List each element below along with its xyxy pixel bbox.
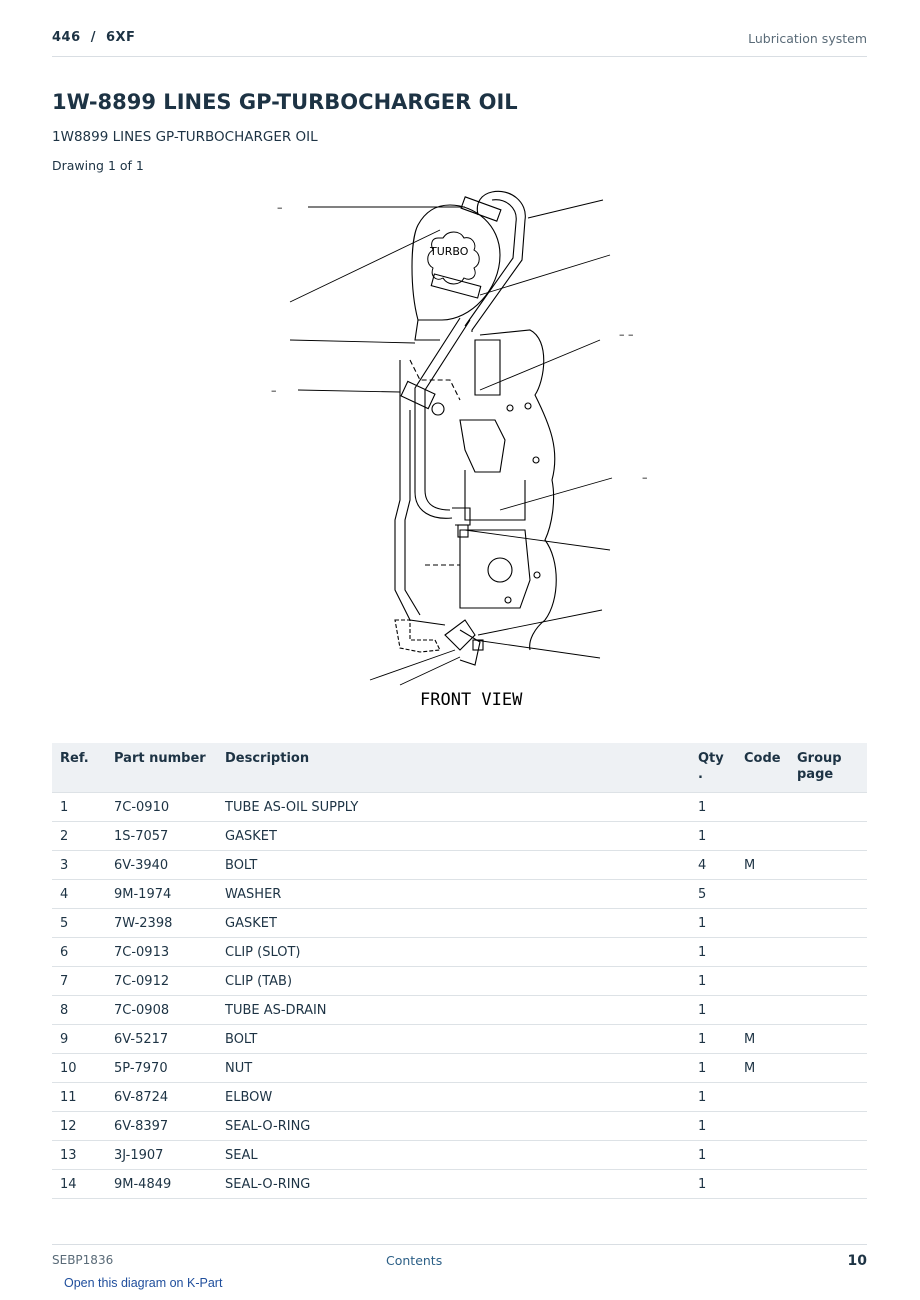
page-subtitle: 1W8899 LINES GP-TURBOCHARGER OIL [52, 129, 318, 145]
page-number: 10 [847, 1253, 867, 1269]
parts-table-body [52, 793, 867, 1199]
cell-ref: 14 [52, 1170, 106, 1199]
cell-group-page [789, 1141, 867, 1170]
cell-description: TUBE AS-OIL SUPPLY [217, 793, 690, 822]
cell-part-number: 7C-0912 [106, 967, 217, 996]
cell-code [736, 1141, 789, 1170]
table-row [52, 1054, 867, 1083]
cell-ref: 9 [52, 1025, 106, 1054]
cell-ref: 1 [52, 793, 106, 822]
table-row [52, 1025, 867, 1054]
cell-group-page [789, 1025, 867, 1054]
cell-code: M [736, 1025, 789, 1054]
cell-ref: 11 [52, 1083, 106, 1112]
table-row [52, 880, 867, 909]
cell-part-number: 7C-0913 [106, 938, 217, 967]
kpart-link[interactable]: Open this diagram on K-Part [64, 1276, 223, 1290]
cell-part-number: 7C-0910 [106, 793, 217, 822]
model-label: 446 / 6XF [52, 30, 136, 45]
col-description: Description [217, 743, 690, 793]
cell-part-number: 7W-2398 [106, 909, 217, 938]
cell-group-page [789, 996, 867, 1025]
cell-group-page [789, 851, 867, 880]
cell-group-page [789, 938, 867, 967]
cell-ref: 7 [52, 967, 106, 996]
table-row [52, 851, 867, 880]
cell-code [736, 793, 789, 822]
cell-qty: 1 [690, 1083, 736, 1112]
cell-qty: 4 [690, 851, 736, 880]
cell-part-number: 6V-5217 [106, 1025, 217, 1054]
callout-dash: – – [619, 328, 634, 341]
cell-group-page [789, 1112, 867, 1141]
cell-qty: 1 [690, 1170, 736, 1199]
table-row [52, 822, 867, 851]
cell-group-page [789, 1054, 867, 1083]
section-label: Lubrication system [748, 31, 867, 46]
cell-code [736, 822, 789, 851]
turbo-housing [412, 197, 501, 340]
cell-group-page [789, 1170, 867, 1199]
cell-code: M [736, 851, 789, 880]
cell-code [736, 880, 789, 909]
table-row [52, 1112, 867, 1141]
cell-qty: 1 [690, 967, 736, 996]
cell-code [736, 938, 789, 967]
cell-qty: 1 [690, 1112, 736, 1141]
table-row [52, 1083, 867, 1112]
cell-qty: 1 [690, 938, 736, 967]
parts-table [52, 743, 867, 1199]
drawing-count: Drawing 1 of 1 [52, 158, 144, 173]
cell-qty: 1 [690, 822, 736, 851]
cell-group-page [789, 1083, 867, 1112]
cell-description: BOLT [217, 1025, 690, 1054]
leader-lines [290, 200, 612, 685]
cell-qty: 1 [690, 1054, 736, 1083]
table-row [52, 967, 867, 996]
cell-code [736, 967, 789, 996]
cell-code [736, 1083, 789, 1112]
table-row [52, 793, 867, 822]
cell-ref: 10 [52, 1054, 106, 1083]
cell-part-number: 5P-7970 [106, 1054, 217, 1083]
front-view-label: FRONT VIEW [420, 690, 523, 710]
cell-ref: 3 [52, 851, 106, 880]
doc-id: SEBP1836 [52, 1253, 114, 1267]
cell-part-number: 7C-0908 [106, 996, 217, 1025]
callout-dash: – [277, 201, 283, 214]
col-qty: Qty . [690, 743, 736, 793]
cell-ref: 4 [52, 880, 106, 909]
cell-code [736, 1170, 789, 1199]
cell-group-page [789, 793, 867, 822]
parts-diagram [260, 180, 660, 715]
table-row [52, 1170, 867, 1199]
drain-tube [401, 318, 470, 537]
cell-description: NUT [217, 1054, 690, 1083]
cell-description: CLIP (SLOT) [217, 938, 690, 967]
cell-code [736, 909, 789, 938]
cell-part-number: 1S-7057 [106, 822, 217, 851]
cell-ref: 5 [52, 909, 106, 938]
col-code: Code [736, 743, 789, 793]
callout-dash: – [642, 471, 648, 484]
cell-description: GASKET [217, 822, 690, 851]
cell-part-number: 9M-4849 [106, 1170, 217, 1199]
cell-qty: 1 [690, 1025, 736, 1054]
cell-code: M [736, 1054, 789, 1083]
cell-qty: 1 [690, 909, 736, 938]
table-row [52, 996, 867, 1025]
table-header-row [52, 743, 867, 793]
cell-description: TUBE AS-DRAIN [217, 996, 690, 1025]
table-row [52, 1141, 867, 1170]
page-header [52, 28, 867, 57]
turbo-label: TURBO [430, 245, 469, 258]
contents-link[interactable]: Contents [386, 1253, 443, 1268]
cell-ref: 13 [52, 1141, 106, 1170]
cell-ref: 2 [52, 822, 106, 851]
cell-part-number: 6V-8724 [106, 1083, 217, 1112]
cell-description: BOLT [217, 851, 690, 880]
cell-part-number: 6V-3940 [106, 851, 217, 880]
page-title: 1W-8899 LINES GP-TURBOCHARGER OIL [52, 90, 518, 114]
table-row [52, 909, 867, 938]
cell-part-number: 3J-1907 [106, 1141, 217, 1170]
cell-description: SEAL-O-RING [217, 1170, 690, 1199]
cell-description: SEAL-O-RING [217, 1112, 690, 1141]
cell-ref: 12 [52, 1112, 106, 1141]
cell-group-page [789, 880, 867, 909]
col-part-number: Part number [106, 743, 217, 793]
cell-qty: 5 [690, 880, 736, 909]
cell-part-number: 9M-1974 [106, 880, 217, 909]
cell-qty: 1 [690, 793, 736, 822]
callout-dash: – [271, 384, 277, 397]
table-row [52, 938, 867, 967]
cell-description: GASKET [217, 909, 690, 938]
cell-ref: 6 [52, 938, 106, 967]
cell-part-number: 6V-8397 [106, 1112, 217, 1141]
cell-qty: 1 [690, 996, 736, 1025]
engine-block [395, 330, 556, 652]
cell-description: CLIP (TAB) [217, 967, 690, 996]
cell-description: ELBOW [217, 1083, 690, 1112]
cell-description: WASHER [217, 880, 690, 909]
col-ref: Ref. [52, 743, 106, 793]
cell-group-page [789, 967, 867, 996]
cell-group-page [789, 909, 867, 938]
cell-code [736, 1112, 789, 1141]
cell-qty: 1 [690, 1141, 736, 1170]
cell-ref: 8 [52, 996, 106, 1025]
cell-code [736, 996, 789, 1025]
cell-description: SEAL [217, 1141, 690, 1170]
cell-group-page [789, 822, 867, 851]
bottom-fitting [445, 620, 483, 665]
col-group-page: Group page [789, 743, 867, 793]
